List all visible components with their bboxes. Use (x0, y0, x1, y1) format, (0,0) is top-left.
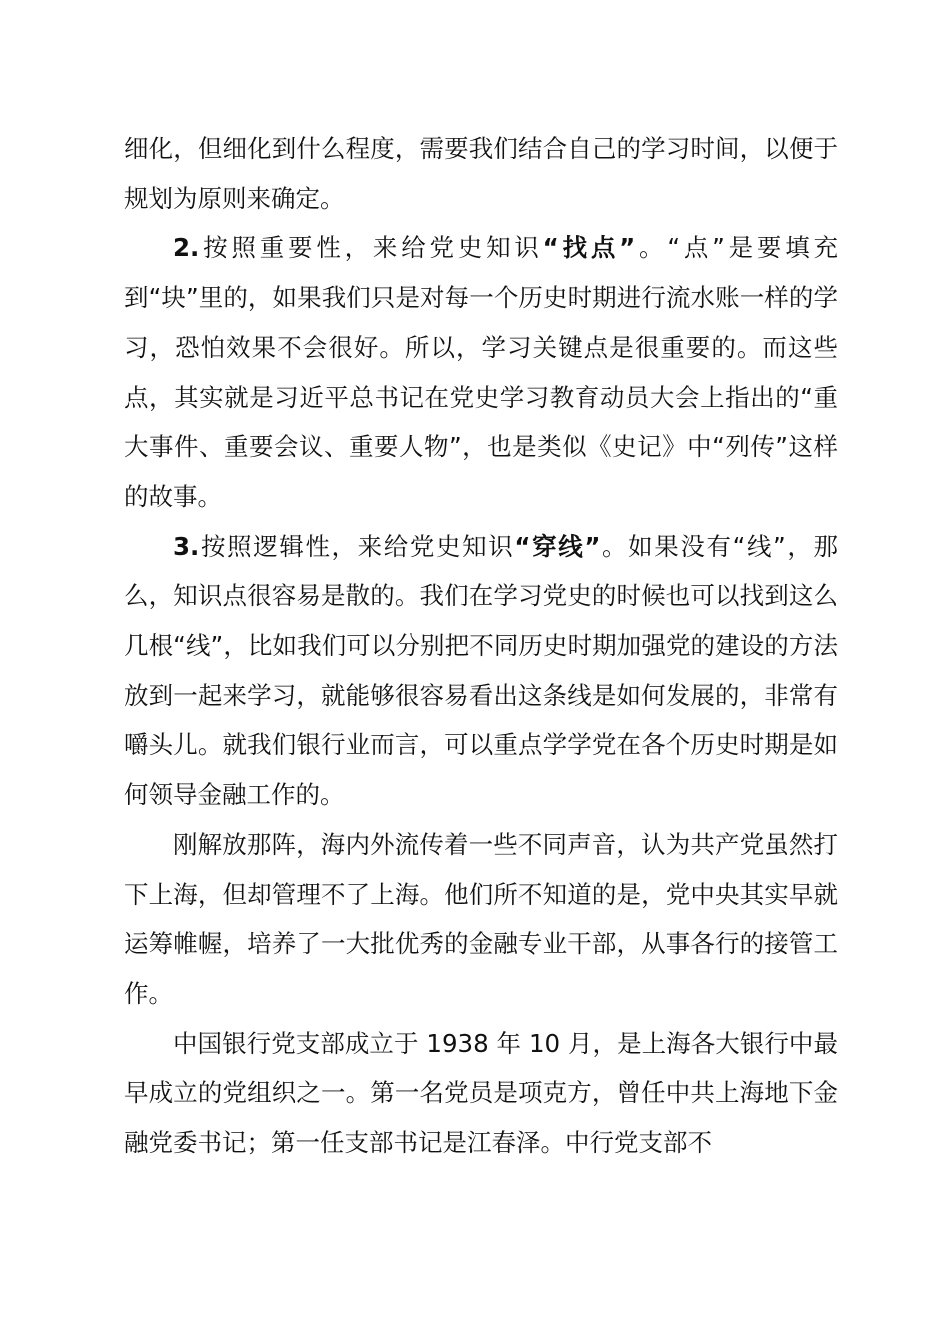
document-body (124, 124, 838, 1168)
item-lead-text: 按照重要性，来给党史知识 (199, 233, 543, 263)
paragraph-text: 刚解放那阵，海内外流传着一些不同声音，认为共产党虽然打下上海，但却管理不了上海。他们所不知道的是，党中央其实早就运筹帷幄，培养了一大批优秀的金融专业干部，从事各行的接管工作。 (124, 829, 838, 1008)
paragraph-text: 。如果没有“线”，那么，知识点很容易是散的。我们在学习党史的时候也可以找到这么几根“线”，比如我们可以分别把不同历史时期加强党的建设的方法放到一起来学习，就能够很容易看出这条线是如何发展的，非常有嚼头儿。就我们银行业而言，可以重点学学党在各个历史时期是如何领导金融工作的。 (124, 531, 838, 810)
paragraph-continuation (124, 124, 838, 223)
item-lead-text: 按照逻辑性，来给党史知识 (199, 531, 515, 561)
item-number: 2. (173, 233, 200, 263)
item-bold-term: “穿线” (514, 531, 601, 561)
paragraph-bank-of-china (124, 1019, 838, 1168)
paragraph-item-3 (124, 522, 838, 820)
item-number: 3. (173, 531, 200, 561)
paragraph-text: 中国银行党支部成立于 1938 年 10 月，是上海各大银行中最早成立的党组织之一。第一名党员是项克方，曾任中共上海地下金融党委书记；第一任支部书记是江春泽。中行党支部不 (124, 1028, 838, 1158)
item-bold-term: “找点” (542, 233, 636, 263)
paragraph-item-2 (124, 223, 838, 521)
paragraph-text: 细化，但细化到什么程度，需要我们结合自己的学习时间，以便于规划为原则来确定。 (124, 134, 838, 213)
paragraph-text: 。“点”是要填充到“块”里的，如果我们只是对每一个历史时期进行流水账一样的学习，恐怕效果不会很好。所以，学习关键点是很重要的。而这些点，其实就是习近平总书记在党史学习教育动员大会上指出的“重大事件、重要会议、重要人物”，也是类似《史记》中“列传”这样的故事。 (124, 233, 838, 511)
paragraph-liberation (124, 820, 838, 1019)
